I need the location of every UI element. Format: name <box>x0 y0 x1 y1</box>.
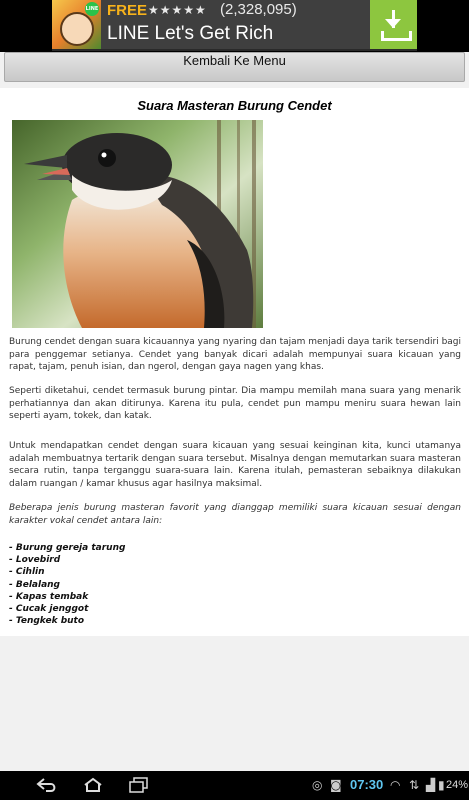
signal-icon: ▟ <box>426 778 436 792</box>
list-item: - Cucak jenggot <box>9 604 89 615</box>
ad-title: LINE Let's Get Rich <box>107 23 274 44</box>
ad-free-label: FREE <box>107 2 148 19</box>
clock: 07:30 <box>350 777 384 792</box>
whatsapp-icon: ◎ <box>312 778 323 792</box>
app-icon <box>52 0 101 49</box>
character-avatar <box>60 12 94 46</box>
list-item: - Belalang <box>9 579 60 590</box>
line-badge-icon: LINE <box>85 2 99 16</box>
list-item: - Tengkek buto <box>9 616 85 627</box>
battery-level: 24% <box>446 779 469 791</box>
camera-icon: ◙ <box>330 778 342 792</box>
bird-photo <box>12 120 263 328</box>
list-item: - Cihlin <box>9 567 45 578</box>
list-item: - Lovebird <box>9 555 61 566</box>
wifi-icon: ◠ <box>390 778 401 792</box>
recent-apps-icon[interactable] <box>128 777 150 793</box>
rating-stars-icon: ★★★★★ <box>148 3 207 17</box>
masteran-list <box>9 542 125 627</box>
article-content <box>0 88 469 636</box>
list-item: - Kapas tembak <box>9 591 89 602</box>
system-bar <box>0 771 469 800</box>
ad-review-count: (2,328,095) <box>220 1 297 18</box>
paragraph-3: Untuk mendapatkan cendet dengan suara kicauan yang sesuai keinginan kita, kunci utamanya adalah membuatnya tertarik dengan suara tersebut. Misalnya dengan memutarkan suara masteran secara rutin, tanpa terganggu suara-suara lain. Karena itulah, pemasteran sebaiknya dilakukan dalam ruangan / kamar khusus agar hasilnya maksimal. <box>9 441 461 489</box>
paragraph-2: Seperti diketahui, cendet termasuk burung pintar. Dia mampu memilah mana suara yang menarik perhatiannya dan akan ditirunya. Karena itu pula, cendet pun mampu meniru suara hewan lain seperti ayam, tokek, dan katak. <box>9 386 461 421</box>
list-item: - Burung gereja tarung <box>9 543 126 553</box>
back-nav-icon[interactable] <box>36 777 58 793</box>
ad-banner[interactable] <box>52 0 417 51</box>
article-title: Suara Masteran Burung Cendet <box>137 98 332 113</box>
data-icon: ⇅ <box>409 778 420 792</box>
back-to-menu-button[interactable]: Kembali Ke Menu <box>4 52 465 82</box>
download-button[interactable] <box>370 0 417 49</box>
battery-icon: ▮ <box>438 778 445 792</box>
paragraph-4: Beberapa jenis burung masteran favorit yang dianggap memiliki suara kicauan sesuai dengan karakter vokal cendet antara lain: <box>9 503 461 526</box>
home-nav-icon[interactable] <box>82 777 104 793</box>
paragraph-1: Burung cendet dengan suara kicauannya yang nyaring dan tajam menjadi daya tarik tersendiri bagi para penggemar setianya. Cendet yang banyak dicari adalah mempunyai suara kicauan yang rapat, tajam, penuh isian, dan ngerol, dengan gaya nagen yang khas. <box>9 337 462 372</box>
